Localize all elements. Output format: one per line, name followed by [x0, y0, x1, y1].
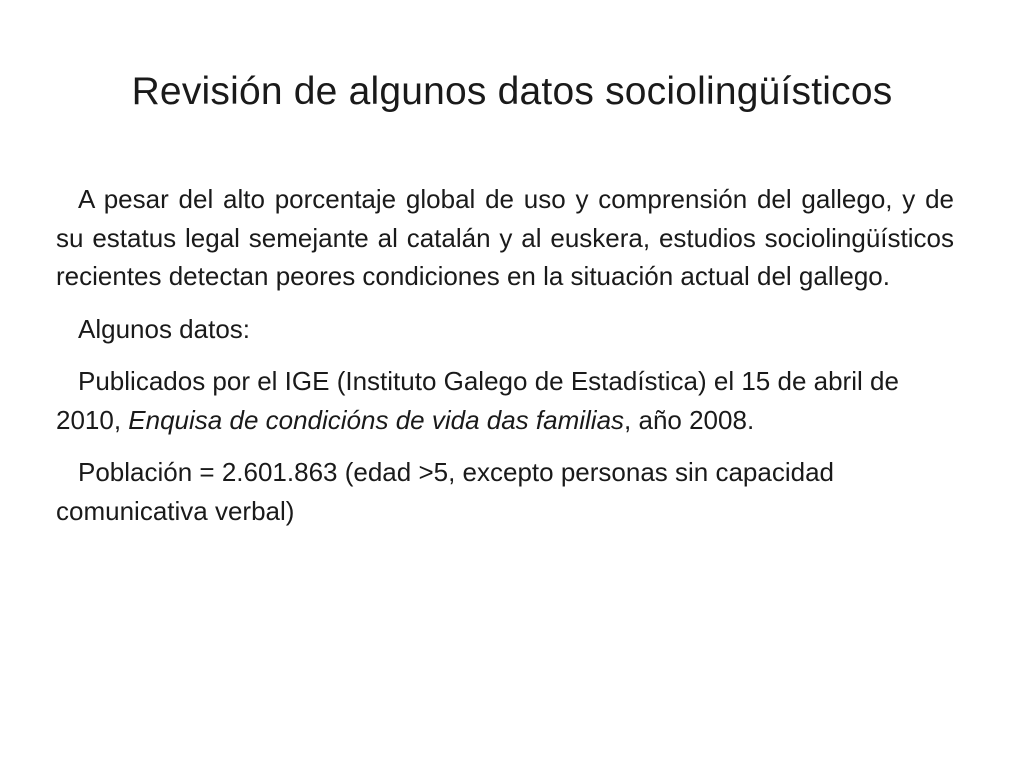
paragraph-ige-source	[56, 362, 954, 439]
slide-title: Revisión de algunos datos sociolingüísticos	[131, 70, 893, 113]
paragraph-intro: A pesar del alto porcentaje global de uso y comprensión del gallego, y de su estatus legal semejante al catalán y al euskera, estudios sociolingüísticos recientes detectan peores condiciones en la situación actual del gallego.	[56, 184, 954, 291]
slide-body	[56, 180, 954, 544]
paragraph-poblacion: Población = 2.601.863 (edad >5, excepto personas sin capacidad comunicativa verbal)	[56, 457, 834, 526]
ige-source-text-after: , año 2008.	[624, 404, 755, 435]
ige-source-text-before: Publicados por el IGE (Instituto Galego de Estadística) el 15 de abril de 2010,	[56, 366, 899, 435]
paragraph-algunos-datos: Algunos datos:	[78, 313, 251, 344]
survey-title: Enquisa de condicións de vida das familias	[128, 404, 625, 435]
